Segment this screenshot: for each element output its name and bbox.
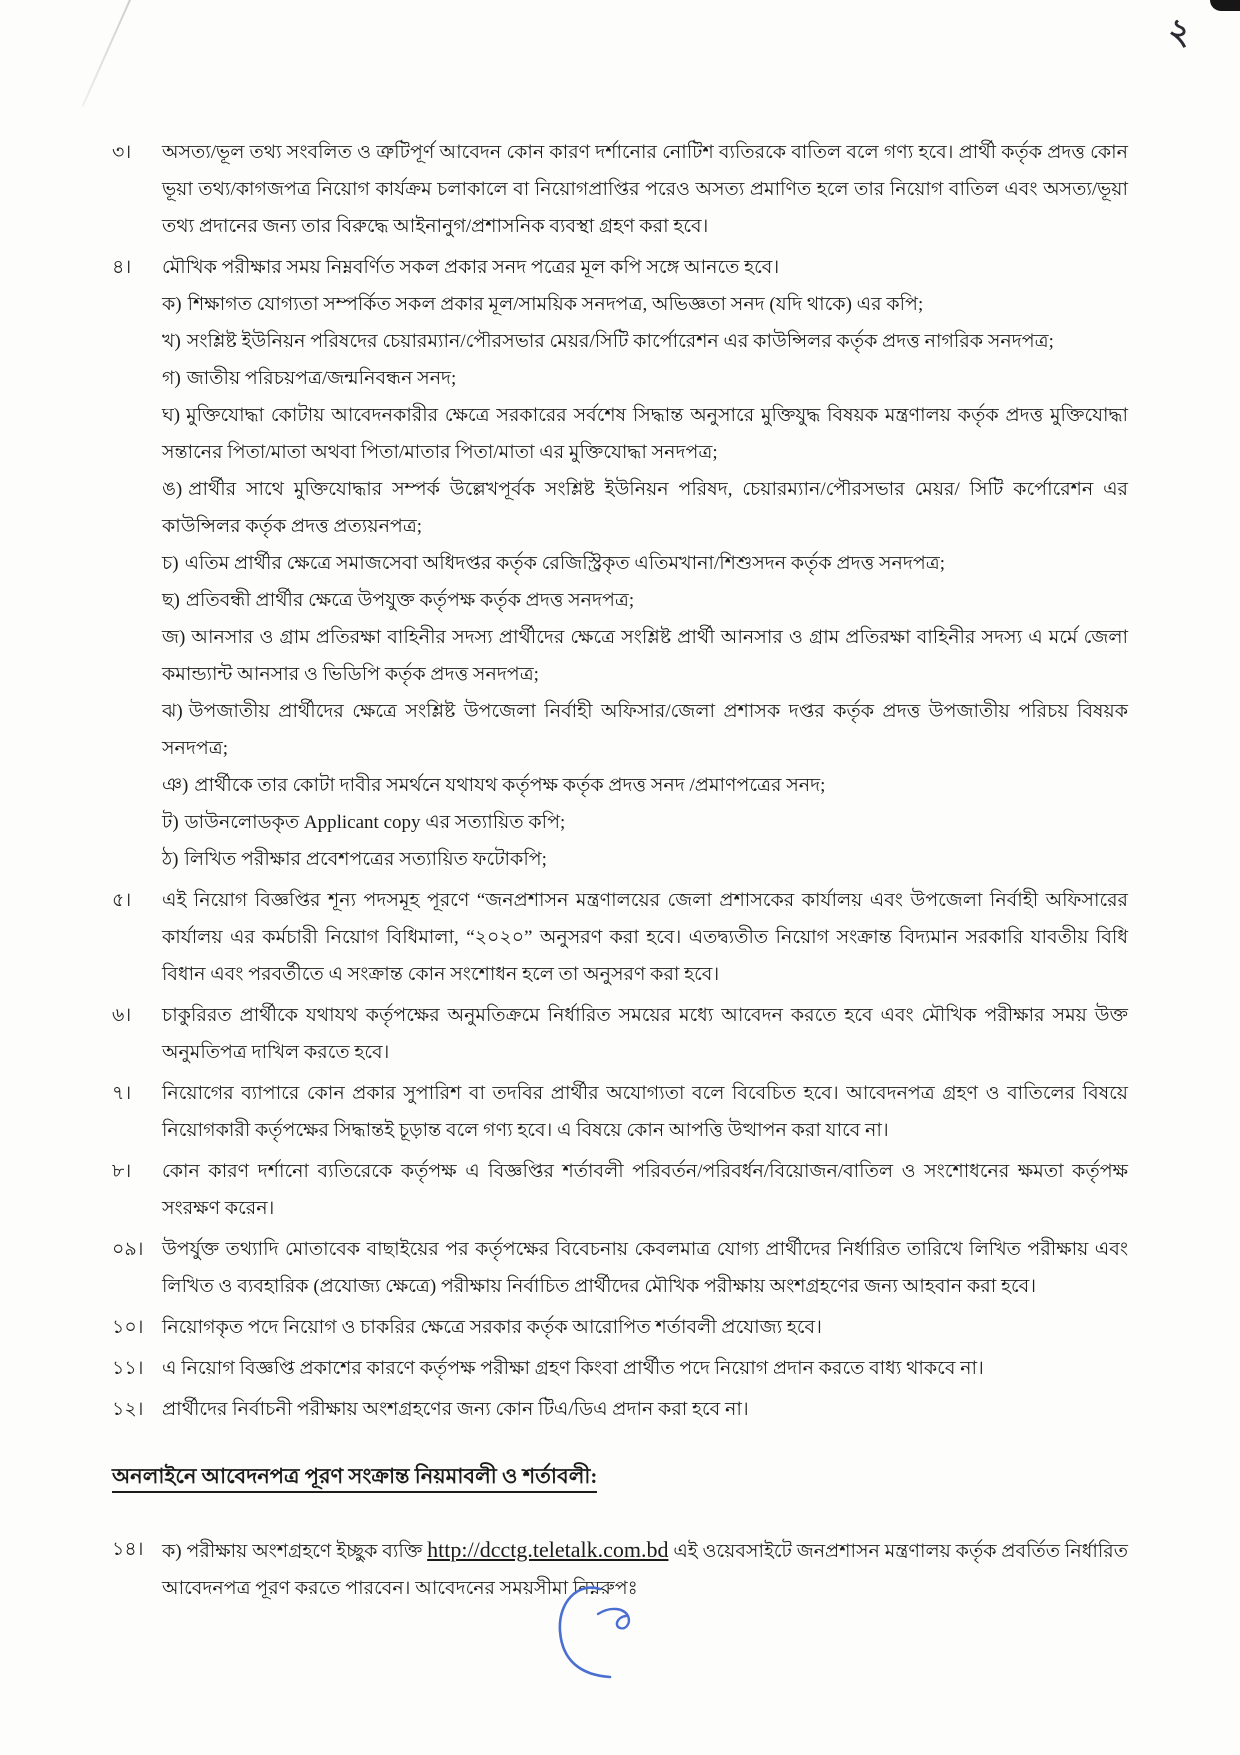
item-text: নিয়োগকৃত পদে নিয়োগ ও চাকরির ক্ষেত্রে সরকার কর্তৃক আরোপিত শর্তাবলী প্রযোজ্য হবে।	[162, 1317, 822, 1338]
sub-item-nya	[162, 767, 1128, 804]
item-text: কোন কারণ দর্শানো ব্যতিরেকে কর্তৃপক্ষ এ বিজ্ঞপ্তির শর্তাবলী পরিবর্তন/পরিবর্ধন/বিয়োজন/বাতিল ও সংশোধনের ক্ষমতা কর্তৃপক্ষ সংরক্ষণ করেন।	[162, 1161, 1128, 1219]
list-item-12	[112, 1391, 1128, 1428]
sub-item-marker: ঘ)	[162, 405, 181, 426]
sub-item-text: লিখিত পরীক্ষার প্রবেশপত্রের সত্যায়িত ফটোকপি;	[184, 849, 547, 870]
section-heading-online-rules	[112, 1458, 1128, 1495]
item-text: প্রার্থীদের নির্বাচনী পরীক্ষায় অংশগ্রহণের জন্য কোন টিএ/ডিএ প্রদান করা হবে না।	[162, 1399, 749, 1420]
item-text: এই নিয়োগ বিজ্ঞপ্তির শূন্য পদসমূহ পূরণে “জনপ্রশাসন মন্ত্রণালয়ের জেলা প্রশাসকের কার্যালয় এবং উপজেলা নির্বাহী অফিসারের কার্যালয় এর কর্মচারী নিয়োগ বিধিমালা, “২০২০” অনুসরণ করা হবে। এতদ্ব্যতীত নিয়োগ সংক্রান্ত বিদ্যমান সরকারি যাবতীয় বিধি বিধান এবং পরবর্তীতে এ সংক্রান্ত কোন সংশোধন হলে তা অনুসরণ করা হবে।	[162, 890, 1128, 985]
section-heading-text: অনলাইনে আবেদনপত্র পূরণ সংক্রান্ত নিয়মাবলী ও শর্তাবলী:	[112, 1464, 597, 1493]
sub-item-marker: ঞ)	[162, 775, 189, 796]
item-number: ১০।	[112, 1317, 144, 1338]
sub-item-ka	[162, 286, 1128, 323]
notice-body	[112, 134, 1128, 1611]
item-text: অসত্য/ভূল তথ্য সংবলিত ও ত্রুটিপূর্ণ আবেদন কোন কারণ দর্শানোর নোটিশ ব্যতিরকে বাতিল বলে গণ্য হবে। প্রার্থী কর্তৃক প্রদত্ত কোন ভূয়া তথ্য/কাগজপত্র নিয়োগ কার্যক্রম চলাকালে বা নিয়োগপ্রাপ্তির পরেও অসত্য প্রমাণিত হলে তার নিয়োগ বাতিল এবং অসত্য/ভূয়া তথ্য প্রদানের জন্য তার বিরুদ্ধে আইনানুগ/প্রশাসনিক ব্যবস্থা গ্রহণ করা হবে।	[162, 142, 1128, 237]
item-number: ৭।	[112, 1083, 132, 1104]
sub-item-marker: খ)	[162, 331, 181, 352]
sub-item-text: মুক্তিযোদ্ধা কোটায় আবেদনকারীর ক্ষেত্রে সরকারের সর্বশেষ সিদ্ধান্ত অনুসারে মুক্তিযুদ্ধ বিষয়ক মন্ত্রণালয় কর্তৃক প্রদত্ত মুক্তিযোদ্ধা সন্তানের পিতা/মাতা অথবা পিতা/মাতার পিতা/মাতা এর মুক্তিযোদ্ধা সনদপত্র;	[162, 405, 1128, 463]
item-body	[162, 249, 1128, 878]
sub-item-tha	[162, 841, 1128, 878]
item-number: ৬।	[112, 1005, 132, 1026]
sub-item-marker: ট)	[162, 812, 179, 833]
item-text-suffix: এই ওয়েবসাইটে জনপ্রশাসন মন্ত্রণালয় কর্তৃক প্রবর্তিত নির্ধারিত আবেদনপত্র পূরণ করতে পারবেন। আবেদনের সময়সীমা নিম্নরুপঃ	[162, 1541, 1128, 1599]
application-website-url: http://dcctg.teletalk.com.bd	[427, 1537, 669, 1562]
list-item-8	[112, 1153, 1128, 1227]
item-text-prefix: ক) পরীক্ষায় অংশগ্রহণে ইচ্ছুক ব্যক্তি	[162, 1541, 428, 1562]
sub-item-cha	[162, 545, 1128, 582]
item-text	[162, 1531, 1128, 1607]
item-text: নিয়োগের ব্যাপারে কোন প্রকার সুপারিশ বা তদবির প্রার্থীর অযোগ্যতা বলে বিবেচিত হবে। আবেদনপত্র গ্রহণ ও বাতিলের বিষয়ে নিয়োগকারী কর্তৃপক্ষের সিদ্ধান্তই চূড়ান্ত বলে গণ্য হবে। এ বিষয়ে কোন আপত্তি উত্থাপন করা যাবে না।	[162, 1083, 1128, 1141]
item-text: এ নিয়োগ বিজ্ঞপ্তি প্রকাশের কারণে কর্তৃপক্ষ পরীক্ষা গ্রহণ কিংবা প্রার্থীত পদে নিয়োগ প্রদান করতে বাধ্য থাকবে না।	[162, 1358, 984, 1379]
sub-item-marker: ছ)	[162, 590, 180, 611]
item-number: ১৪।	[112, 1539, 144, 1560]
sub-item-text: প্রার্থীর সাথে মুক্তিযোদ্ধার সম্পর্ক উল্লেখপূর্বক সংশ্লিষ্ট ইউনিয়ন পরিষদ, চেয়ারম্যান/পৌরসভার মেয়র/ সিটি কর্পোরেশন এর কাউন্সিলর কর্তৃক প্রদত্ত প্রত্যয়নপত্র;	[162, 479, 1128, 537]
list-item-11	[112, 1350, 1128, 1387]
item-number: ৫।	[112, 890, 132, 911]
handwritten-signature-mark	[548, 1586, 638, 1681]
item-number: ৪।	[112, 257, 132, 278]
sub-item-ja	[162, 619, 1128, 693]
item-number: ৩।	[112, 142, 132, 163]
list-item-7	[112, 1075, 1128, 1149]
sub-item-marker: জ)	[162, 627, 186, 648]
sub-item-text: ডাউনলোডকৃত Applicant copy এর সত্যায়িত কপি;	[184, 812, 566, 833]
sub-item-gha	[162, 397, 1128, 471]
item-text: চাকুরিরত প্রার্থীকে যথাযথ কর্তৃপক্ষের অনুমতিক্রমে নির্ধারিত সময়ের মধ্যে আবেদন করতে হবে এবং মৌখিক পরীক্ষার সময় উক্ত অনুমতিপত্র দাখিল করতে হবে।	[162, 1005, 1128, 1063]
scan-corner-blot	[1210, 0, 1240, 11]
sub-item-text: আনসার ও গ্রাম প্রতিরক্ষা বাহিনীর সদস্য প্রার্থীদের ক্ষেত্রে সংশ্লিষ্ট প্রার্থী আনসার ও গ্রাম প্রতিরক্ষা বাহিনীর সদস্য এ মর্মে জেলা কমান্ড্যান্ট আনসার ও ভিডিপি কর্তৃক প্রদত্ত সনদপত্র;	[162, 627, 1128, 685]
list-item-9	[112, 1231, 1128, 1305]
sub-item-jha	[162, 693, 1128, 767]
sub-item-text: উপজাতীয় প্রার্থীদের ক্ষেত্রে সংশ্লিষ্ট উপজেলা নির্বাহী অফিসার/জেলা প্রশাসক দপ্তর কর্তৃক প্রদত্ত উপজাতীয় পরিচয় বিষয়ক সনদপত্র;	[162, 701, 1128, 759]
sub-item-marker: চ)	[162, 553, 179, 574]
item-number: ০৯।	[112, 1239, 144, 1260]
item-number: ১২।	[112, 1399, 144, 1420]
item-text: মৌখিক পরীক্ষার সময় নিম্নবর্ণিত সকল প্রকার সনদ পত্রের মূল কপি সঙ্গে আনতে হবে।	[162, 257, 780, 278]
sub-item-marker: ঙ)	[162, 479, 183, 500]
sub-item-uma	[162, 471, 1128, 545]
list-item-6	[112, 997, 1128, 1071]
handwritten-page-number: ২	[1165, 10, 1194, 54]
item-text: উপর্যুক্ত তথ্যাদি মোতাবেক বাছাইয়ের পর কর্তৃপক্ষের বিবেচনায় কেবলমাত্র যোগ্য প্রার্থীদের নির্ধারিত তারিখে লিখিত পরীক্ষায় এবং লিখিত ও ব্যবহারিক (প্রযোজ্য ক্ষেত্রে) পরীক্ষায় নির্বাচিত প্রার্থীদের মৌখিক পরীক্ষায় অংশগ্রহণের জন্য আহবান করা হবে।	[162, 1239, 1128, 1297]
item-number: ১১।	[112, 1358, 144, 1379]
scan-crease-artifact	[82, 0, 137, 107]
list-item-3	[112, 134, 1128, 245]
sub-item-marker: ক)	[162, 294, 182, 315]
sub-item-marker: ঝ)	[162, 701, 183, 722]
sub-item-text: জাতীয় পরিচয়পত্র/জন্মনিবন্ধন সনদ;	[186, 368, 457, 389]
item-number: ৮।	[112, 1161, 132, 1182]
sub-item-text: এতিম প্রার্থীর ক্ষেত্রে সমাজসেবা অধিদপ্তর কর্তৃক রেজিস্ট্রিকৃত এতিমখানা/শিশুসদন কর্তৃক প্রদত্ত সনদপত্র;	[184, 553, 945, 574]
sub-item-ta	[162, 804, 1128, 841]
list-item-4	[112, 249, 1128, 878]
sub-item-kha	[162, 323, 1128, 360]
sub-item-text: শিক্ষাগত যোগ্যতা সম্পর্কিত সকল প্রকার মূল/সাময়িক সনদপত্র, অভিজ্ঞতা সনদ (যদি থাকে) এর কপি;	[187, 294, 924, 315]
sub-item-text: প্রতিবন্ধী প্রার্থীর ক্ষেত্রে উপযুক্ত কর্তৃপক্ষ কর্তৃক প্রদত্ত সনদপত্র;	[185, 590, 635, 611]
sub-item-chha	[162, 582, 1128, 619]
list-item-10	[112, 1309, 1128, 1346]
list-item-5	[112, 882, 1128, 993]
sub-item-ga	[162, 360, 1128, 397]
sub-item-text: প্রার্থীকে তার কোটা দাবীর সমর্থনে যথাযথ কর্তৃপক্ষ কর্তৃক প্রদত্ত সনদ /প্রমাণপত্রের সনদ;	[194, 775, 826, 796]
sub-item-text: সংশ্লিষ্ট ইউনিয়ন পরিষদের চেয়ারম্যান/পৌরসভার মেয়র/সিটি কার্পোরেশন এর কাউন্সিলর কর্তৃক প্রদত্ত নাগরিক সনদপত্র;	[186, 331, 1054, 352]
sub-item-marker: গ)	[162, 368, 181, 389]
sub-item-marker: ঠ)	[162, 849, 179, 870]
